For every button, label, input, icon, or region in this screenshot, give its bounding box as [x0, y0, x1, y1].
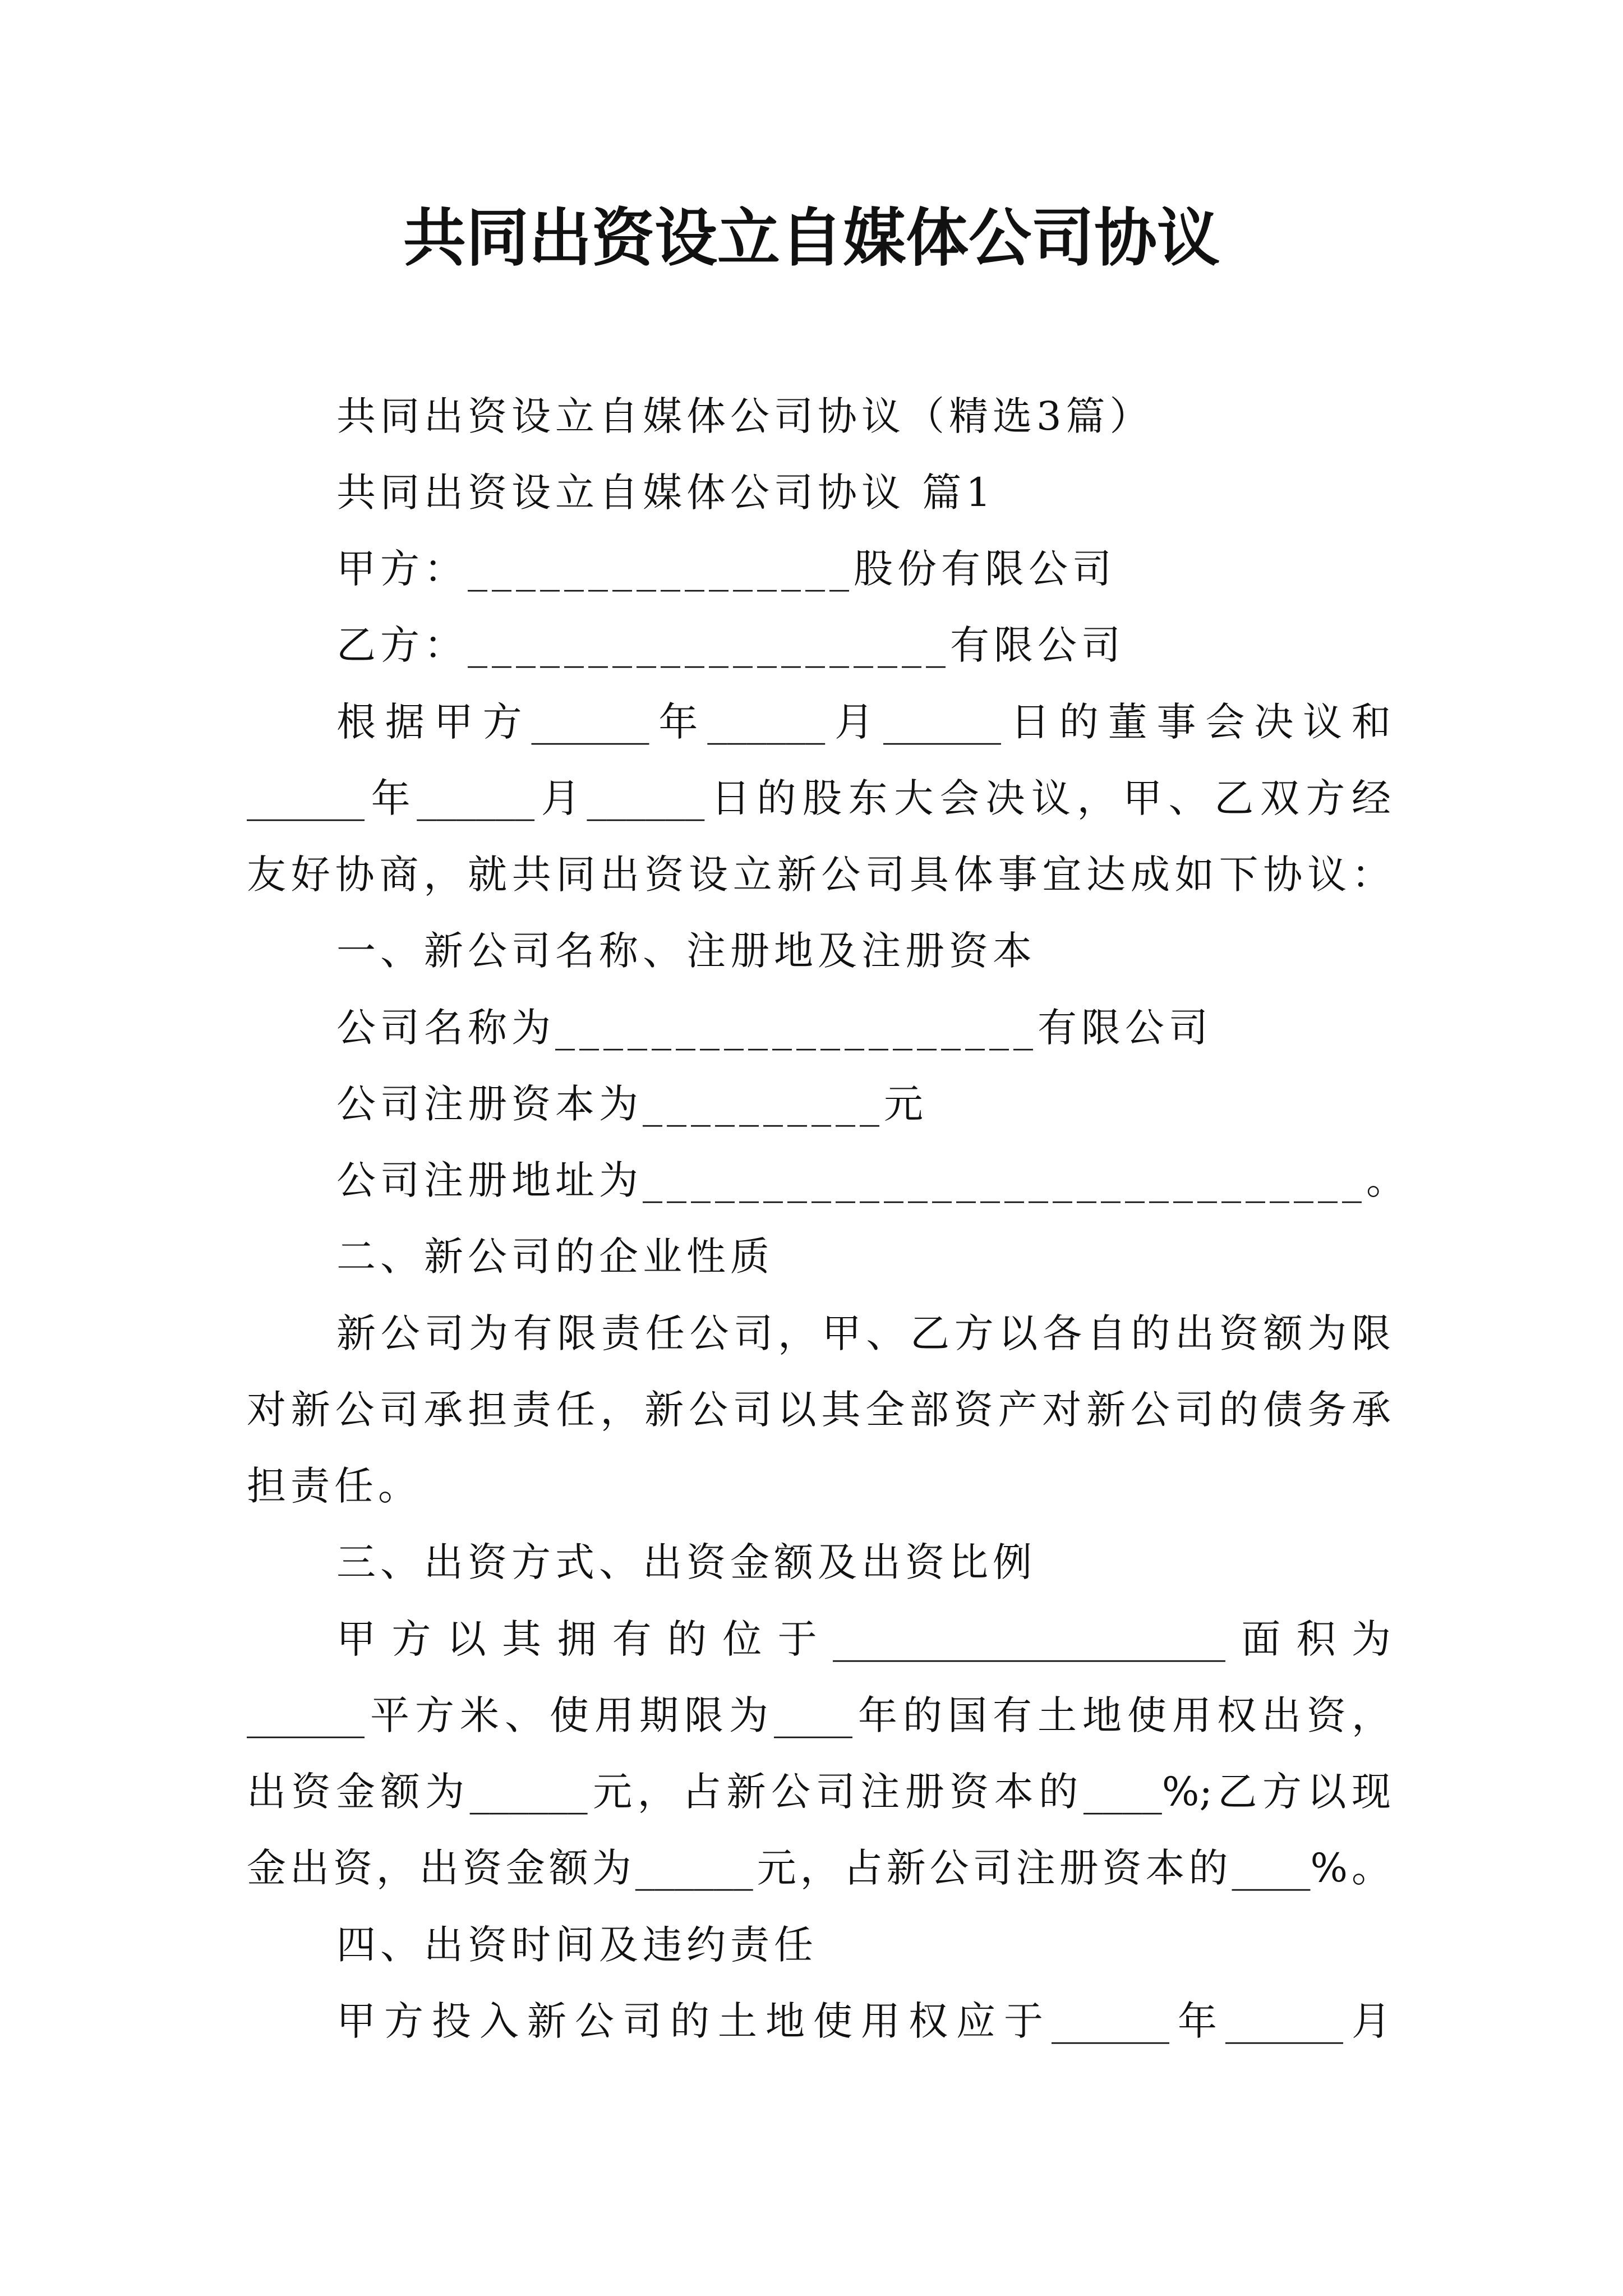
- doc-line-paragraph: 新公司为有限责任公司，甲、乙方以各自的出资额为限: [336, 1310, 1391, 1356]
- doc-line-section-heading: 三、出资方式、出资金额及出资比例: [336, 1539, 1036, 1585]
- doc-line-paragraph: 对新公司承担责任，新公司以其全部资产对新公司的债务承: [247, 1387, 1391, 1433]
- doc-line-paragraph: ______平方米、使用期限为____年的国有土地使用权出资，: [247, 1692, 1391, 1738]
- doc-line-registered-capital: 公司注册资本为__________元: [336, 1081, 928, 1127]
- doc-line-paragraph: 出资金额为______元，占新公司注册资本的____%;乙方以现: [247, 1769, 1391, 1815]
- doc-line-section-heading: 一、新公司名称、注册地及注册资本: [336, 928, 1036, 974]
- doc-line-paragraph: 担责任。: [247, 1463, 422, 1509]
- doc-line-paragraph: 友好协商，就共同出资设立新公司具体事宜达成如下协议：: [247, 852, 1391, 898]
- doc-line-party-b: 乙方：____________________有限公司: [336, 622, 1125, 668]
- doc-line-paragraph: ______年______月______日的股东大会决议，甲、乙双方经: [247, 775, 1391, 821]
- doc-line-part-heading: 共同出资设立自媒体公司协议 篇1: [336, 470, 995, 516]
- doc-line-registered-address: 公司注册地址为______________________________。: [336, 1157, 1410, 1203]
- doc-line-paragraph: 金出资，出资金额为______元，占新公司注册资本的____%。: [247, 1845, 1391, 1891]
- document-title: 共同出资设立自媒体公司协议: [403, 201, 1220, 275]
- doc-line-company-name: 公司名称为____________________有限公司: [336, 1005, 1212, 1051]
- doc-line-subtitle: 共同出资设立自媒体公司协议（精选3篇）: [336, 393, 1154, 439]
- doc-line-party-a: 甲方：________________股份有限公司: [336, 546, 1116, 592]
- doc-line-paragraph: 根据甲方______年______月______日的董事会决议和: [336, 699, 1391, 745]
- doc-line-section-heading: 四、出资时间及违约责任: [336, 1922, 818, 1968]
- doc-line-paragraph: 甲方以其拥有的位于____________________面积为: [336, 1616, 1391, 1662]
- doc-line-paragraph: 甲方投入新公司的土地使用权应于______年______月: [336, 1998, 1391, 2044]
- doc-line-section-heading: 二、新公司的企业性质: [336, 1234, 774, 1280]
